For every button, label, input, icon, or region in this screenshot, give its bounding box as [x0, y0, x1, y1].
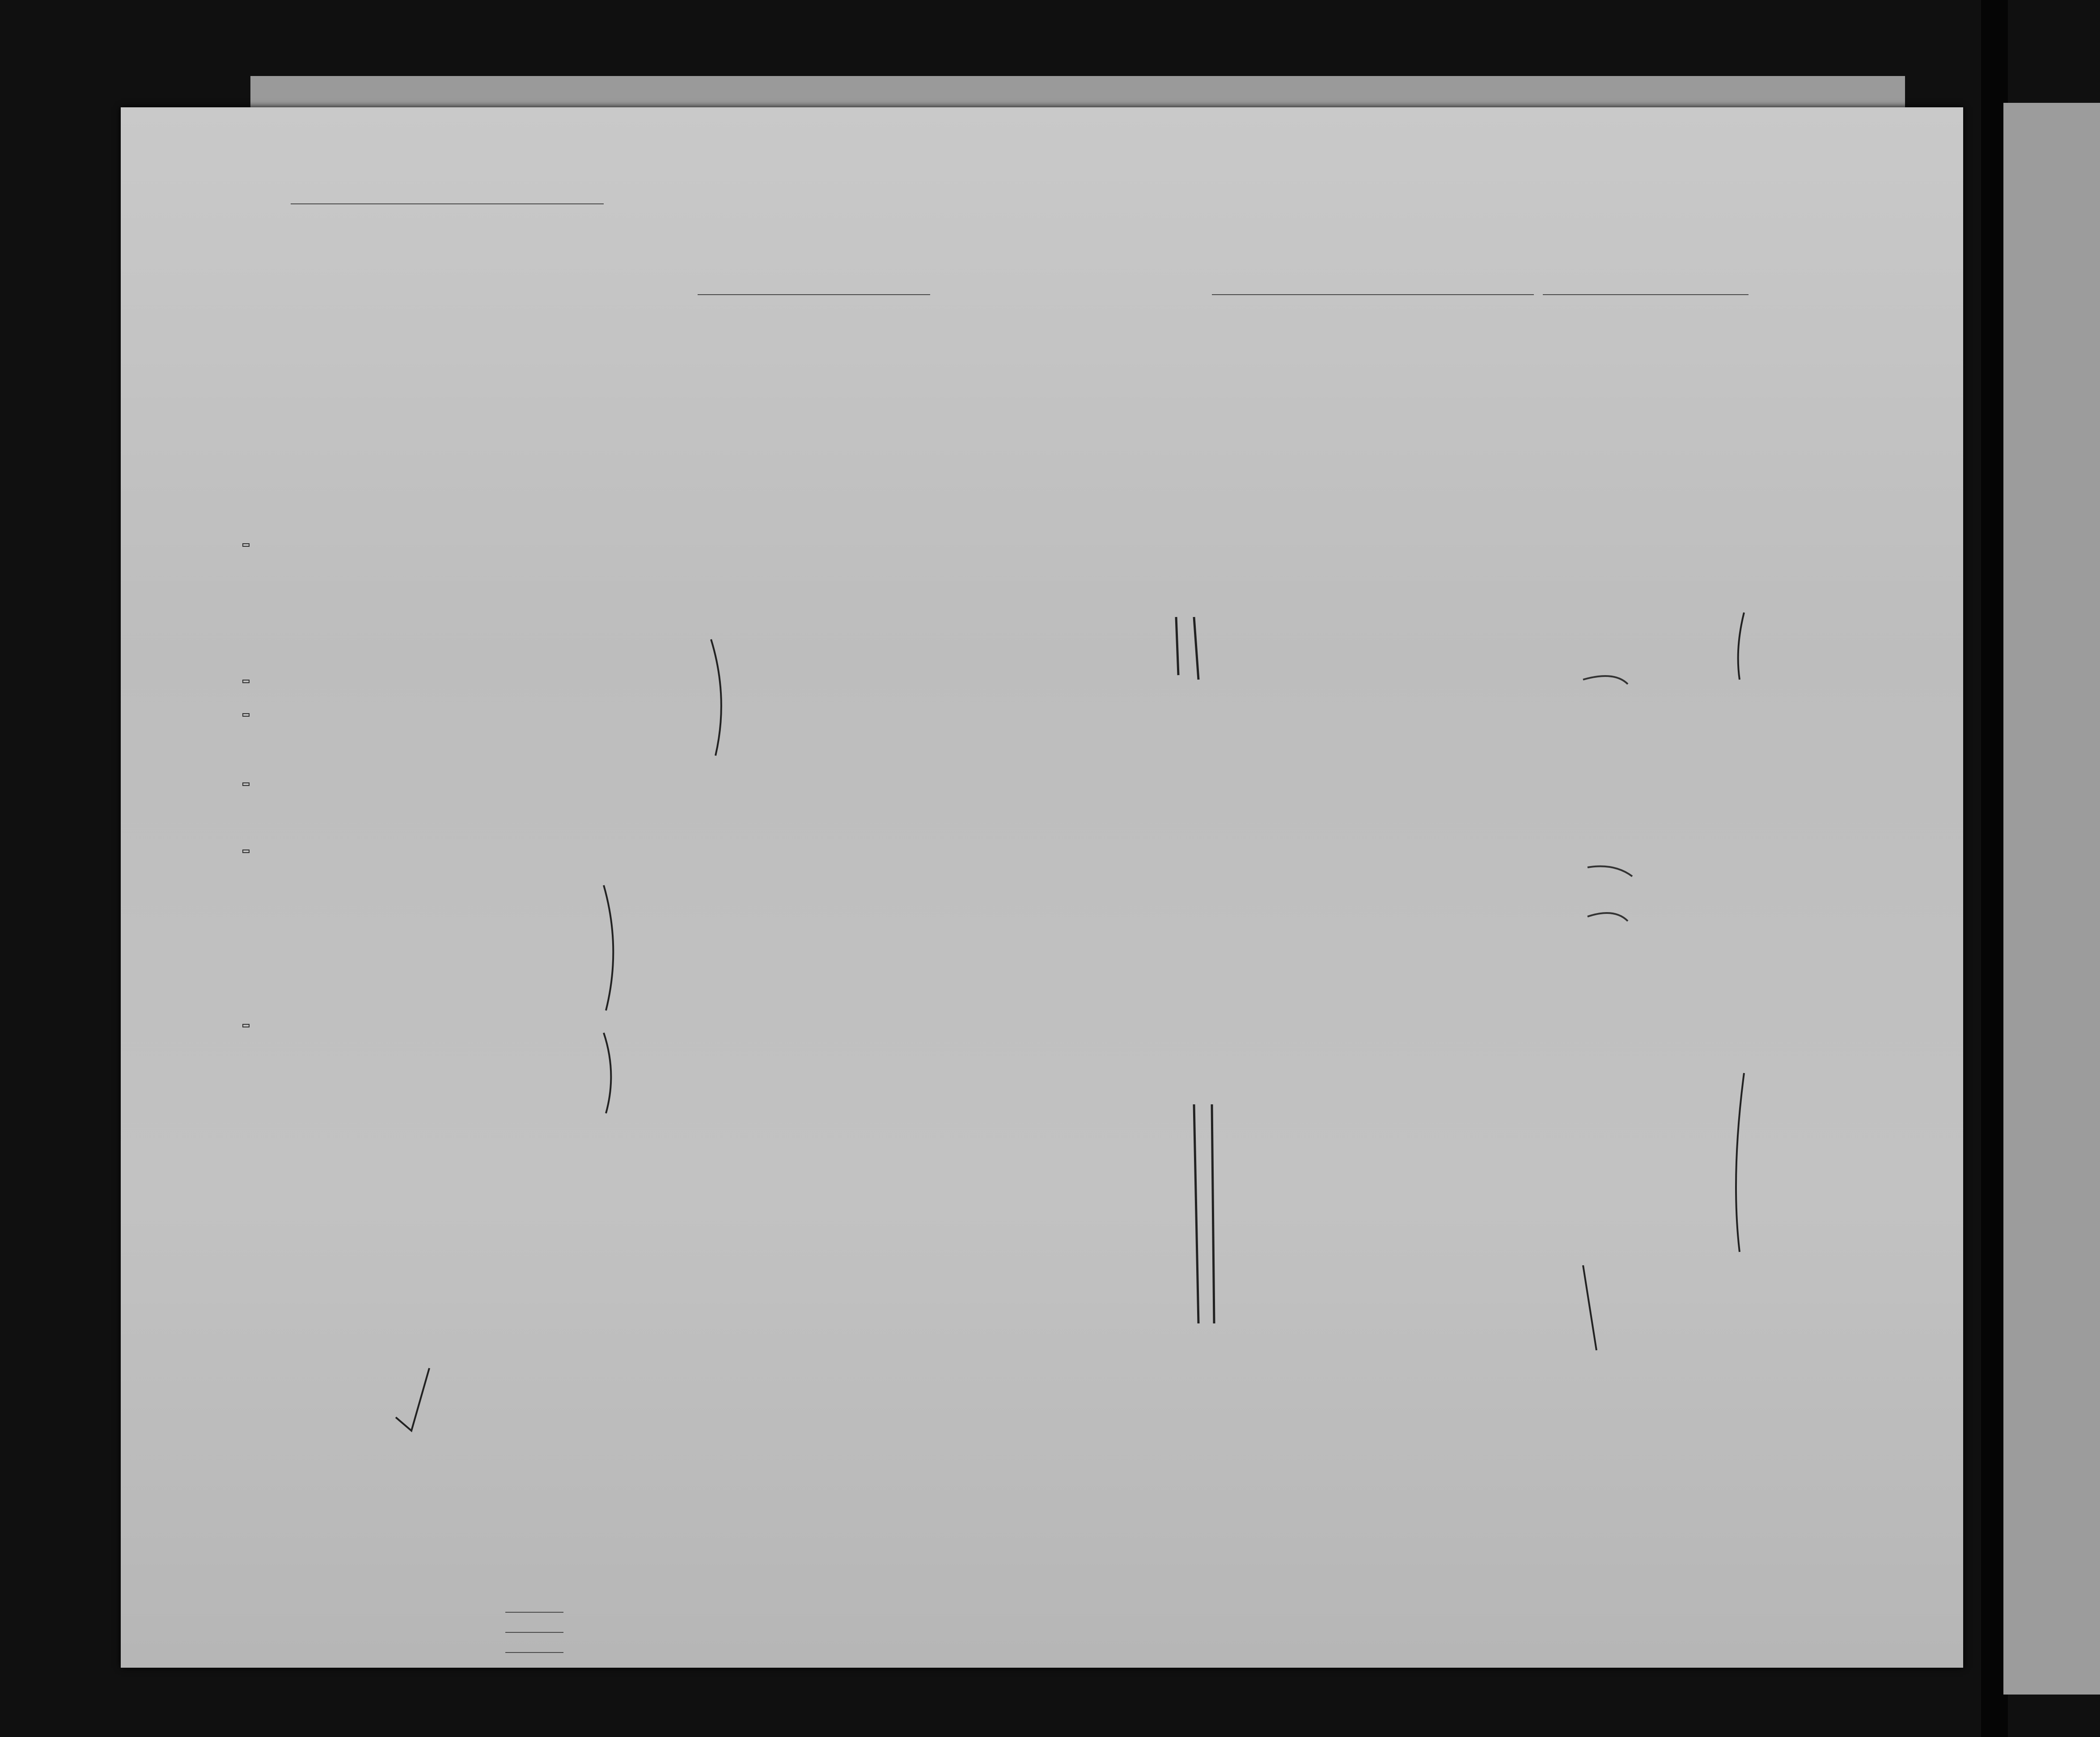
handwritten-marks [121, 107, 1963, 1668]
manifest-sheet [121, 107, 1963, 1668]
adjacent-page [2003, 103, 2100, 1695]
totals-rule [505, 1652, 563, 1653]
totals-rule [505, 1612, 563, 1613]
totals-rule [505, 1632, 563, 1633]
